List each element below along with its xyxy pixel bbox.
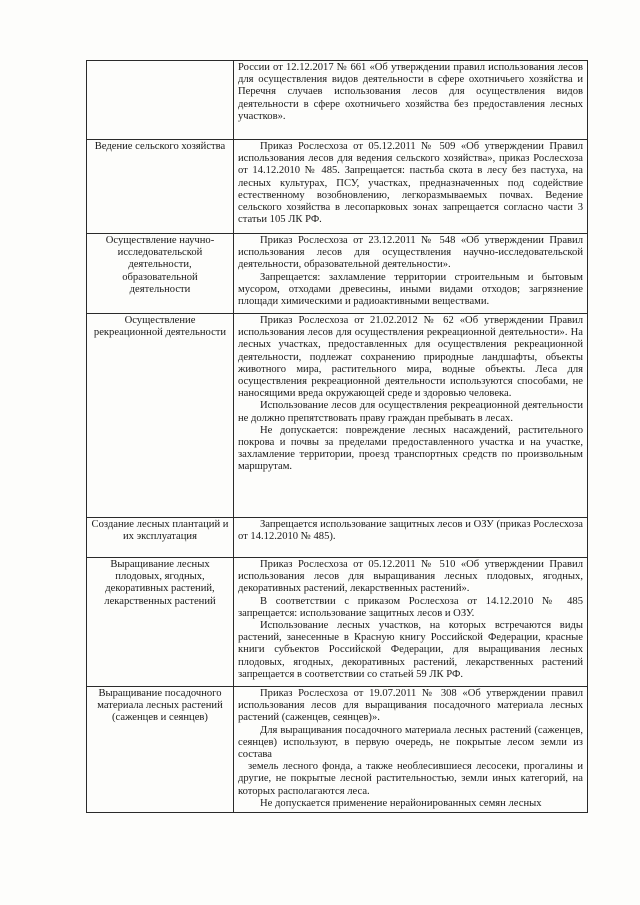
paragraph: Использование лесов для осуществления рекреационной деятельности не должно препятствовать праву граждан пребывать в лесах. (238, 400, 583, 424)
paragraph: Приказ Рослесхоза от 21.02.2012 № 62 «Об утверждении Правил использования лесов для осуществления рекреационной деятельности». На лесных участках, предоставленных для осуществления рекреационной деятельности, подлежат сохранению природные ландшафты, объекты животного мира, растительного мира, водные объекты. Леса для осуществления рекреационной деятельности используются способами, не наносящими вреда окружающей среде и здоровью человека. (238, 315, 583, 400)
paragraph: Для выращивания посадочного материала лесных растений (саженцев, сеянцев) используют, в первую очередь, не покрытые лесом земли из состава (238, 724, 583, 761)
regulation-cell (234, 687, 588, 813)
paragraph: Приказ Рослесхоза от 23.12.2011 № 548 «Об утверждении Правил использования лесов для осуществления научно-исследовательской деятельности, образовательной деятельности». (238, 235, 583, 271)
table-row (87, 558, 588, 687)
activity-cell: Осуществление научно-исследовательской деятельности, образовательной деятельности (87, 234, 234, 314)
paragraph: Не допускается: повреждение лесных насаждений, растительного покрова и почвы за пределами предоставленного участка и на участке, захламление территории, проезд транспортных средств по произвольным маршрутам. (238, 424, 583, 473)
activity-cell (87, 61, 234, 140)
activity-cell: Создание лесных плантаций и их эксплуатация (87, 518, 234, 558)
table-row (87, 687, 588, 813)
table-row (87, 234, 588, 314)
table-row (87, 518, 588, 558)
paragraph: Приказ Рослесхоза от 05.12.2011 № 510 «Об утверждении Правил использования лесов для выращивания лесных плодовых, ягодных, декоративных растений, лекарственных растений». (238, 559, 583, 595)
regulation-cell (234, 140, 588, 234)
paragraph: Приказ Рослесхоза от 19.07.2011 № 308 «Об утверждении правил использования лесов для выращивания посадочного материала лесных растений (саженцев, сеянцев)». (238, 688, 583, 724)
paragraph: Запрещается: захламление территории строительным и бытовым мусором, отходами древесины, иными видами отходов; загрязнение площади химическими и радиоактивными веществами. (238, 271, 583, 308)
table-row (87, 140, 588, 234)
regulation-cell (234, 314, 588, 518)
activity-cell: Выращивание посадочного материала лесных растений (саженцев и сеянцев) (87, 687, 234, 813)
regulation-cell (234, 234, 588, 314)
table-row (87, 314, 588, 518)
activity-cell: Осуществление рекреационной деятельности (87, 314, 234, 518)
paragraph: России от 12.12.2017 № 661 «Об утверждении правил использования лесов для осуществления видов деятельности в сфере охотничьего хозяйства и Перечня случаев использования лесов для осуществления видов деятельности в сфере охотничьего хозяйства без предоставления лесных участков». (238, 62, 583, 122)
paragraph: В соответствии с приказом Рослесхоза от 14.12.2010 № 485 запрещается: использование защитных лесов и ОЗУ. (238, 595, 583, 619)
activity-cell: Ведение сельского хозяйства (87, 140, 234, 234)
paragraph: Использование лесных участков, на которых встречаются виды растений, занесенные в Красную книгу Российской Федерации, красные книги субъектов Российской Федерации, для выращивания лесных плодовых, ягодных, декоративных растений, лекарственных растений запрещается в соответствии со статьей 59 ЛК РФ. (238, 620, 583, 680)
regulations-table (86, 60, 588, 813)
activity-cell: Выращивание лесных плодовых, ягодных, декоративных растений, лекарственных растений (87, 558, 234, 687)
paragraph: Приказ Рослесхоза от 05.12.2011 № 509 «Об утверждении Правил использования лесов для ведения сельского хозяйства», приказ Рослесхоза от 14.12.2010 № 485. Запрещается: пастьба скота в лесу без пастуха, на лесных культурах, ПСУ, участках, предназначенных под содействие естественному возобновлению, легкоразмываемых почвах. Ведение сельского хозяйства в лесопарковых зонах запрещается согласно части 3 статьи 105 ЛК РФ. (238, 141, 583, 226)
regulation-cell (234, 558, 588, 687)
paragraph: земель лесного фонда, а также необлесившиеся лесосеки, прогалины и другие, не покрытые лесной растительностью, земли иных категорий, на которых располагаются леса. (238, 761, 583, 797)
paragraph: Не допускается применение нерайонированных семян лесных (260, 797, 542, 809)
paragraph: Запрещается использование защитных лесов и ОЗУ (приказ Рослесхоза от 14.12.2010 № 485). (238, 519, 583, 543)
regulation-cell (234, 518, 588, 558)
table-row (87, 61, 588, 140)
regulation-cell (234, 61, 588, 140)
